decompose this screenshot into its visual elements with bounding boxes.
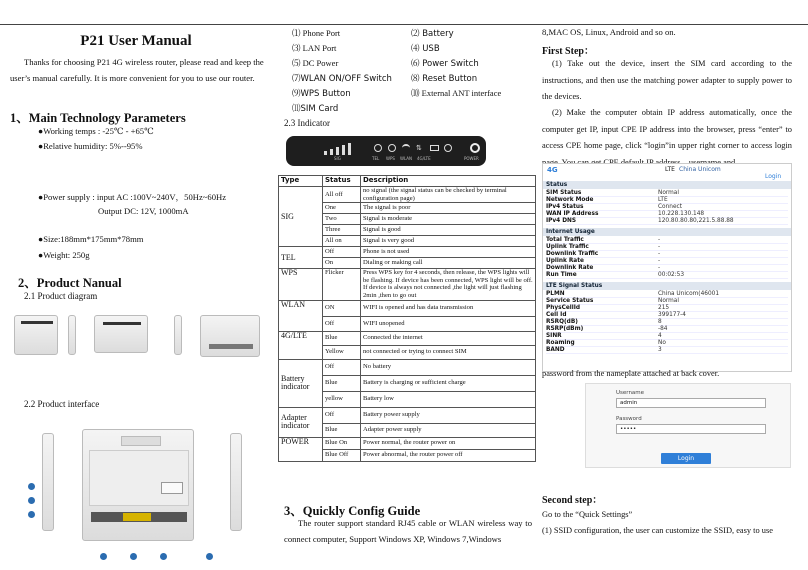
interface-row: ⑾SIM Card (292, 104, 339, 114)
interface-row: ⑼WPS Button ⑽ External ANT interface (292, 88, 502, 99)
password-input[interactable]: ••••• (616, 424, 766, 434)
usage-row: Total Traffic - (546, 237, 788, 244)
username-input[interactable]: admin (616, 398, 766, 408)
spec-power-ac: ●Power supply : input AC :100V~240V，50Hz~60Hz (38, 192, 227, 202)
table-cell-type: Battery indicator (279, 359, 323, 407)
status-row: SIM Status Normal (546, 190, 788, 197)
password-label: Password (616, 416, 642, 422)
webui-status-screenshot (542, 163, 792, 372)
table-cell-status: One (323, 203, 361, 214)
table-cell-desc: Adapter power supply (361, 423, 536, 437)
webui-lte: LTE (665, 166, 675, 173)
table-cell-status: ON (323, 300, 361, 316)
table-cell-status: Yellow (323, 345, 361, 359)
table-cell-status: Flicker (323, 269, 361, 300)
table-cell-status: Off (323, 316, 361, 331)
table-cell-desc: WIFI is opened and has data transmission (361, 300, 536, 316)
product-photo-side2 (174, 315, 182, 355)
indicator-label-sig: SIG (334, 156, 341, 161)
indicator-label-tel: TEL (372, 156, 380, 161)
table-cell-desc: Phone is not used (361, 247, 536, 258)
indicator-label-wlan: WLAN (400, 156, 413, 161)
side-view-right (230, 433, 242, 531)
usage-row: Uplink Rate - (546, 258, 788, 265)
indicator-heading: 2.3 Indicator (284, 118, 330, 128)
wifi-icon (402, 144, 410, 152)
table-cell-type: 4G/LTE (279, 331, 323, 359)
lte-icon: ⇅ (416, 144, 422, 152)
signal-row: Service Status Normal (546, 298, 788, 305)
usage-row: Run Time 00:02:53 (546, 272, 788, 279)
status-section-title: Status (543, 181, 791, 189)
column-right (540, 25, 808, 570)
login-button[interactable]: Login (661, 453, 711, 464)
signal-row: PhysCellId 215 (546, 305, 788, 312)
table-cell-desc: No battery (361, 359, 536, 375)
product-photo-back (200, 315, 260, 357)
status-row: WAN IP Address 10.228.130.148 (546, 211, 788, 218)
status-row: IPv4 DNS 120.80.80.80,221.5.88.88 (546, 218, 788, 225)
table-cell-status: Blue (323, 375, 361, 391)
table-row (279, 331, 536, 345)
signal-section-title: LTE Signal Status (543, 282, 791, 290)
interface-label: 2.2 Product interface (24, 399, 100, 409)
signal-row: PLMN China Unicom(46001 (546, 291, 788, 298)
step1-text: (1) Take out the device, insert the SIM card according to the instructions, and then use the matching power adapter to supply power to the devices. (542, 59, 792, 102)
table-header: Type (279, 176, 323, 187)
spec-working-temps: ●Working temps : -25℃ - +65℃ (38, 126, 154, 136)
product-photo-front (14, 315, 58, 355)
column-middle (278, 25, 536, 570)
table-cell-desc: Connected the internet (361, 331, 536, 345)
table-row (279, 437, 536, 449)
back-view (82, 429, 194, 541)
spec-humidity: ●Relative humidity: 5%--95% (38, 141, 143, 151)
table-row (279, 187, 536, 203)
table-cell-type: TEL (279, 247, 323, 269)
product-photo-front2 (94, 315, 148, 353)
table-cell-desc: Power abnormal, the router power off (361, 449, 536, 461)
table-row (279, 407, 536, 423)
table-cell-desc: Dialing or making call (361, 258, 536, 269)
quick-config-text: The router support standard RJ45 cable or WLAN wireless way to connect computer, Support Windows XP, Windows 7,Windows (284, 518, 532, 544)
spec-size: ●Size:188mm*175mm*78mm (38, 234, 144, 244)
password-line: password from the nameplate attached at back cover. (542, 369, 720, 378)
interface-row: ⑴ Phone Port ⑵ Battery (292, 28, 454, 39)
table-cell-status: All off (323, 187, 361, 203)
usage-section-title: Internet Usage (543, 228, 791, 236)
table-cell-status: Blue (323, 423, 361, 437)
table-cell-type: POWER (279, 437, 323, 461)
webui-login-link[interactable]: Login (765, 173, 782, 180)
spec-weight: ●Weight: 250g (38, 250, 90, 260)
table-cell-desc: Signal is good (361, 225, 536, 236)
second-step-heading: Second step： (542, 495, 603, 506)
table-cell-type: WPS (279, 269, 323, 300)
spec-power-dc: Output DC: 12V, 1000mA (98, 206, 189, 216)
power-icon (470, 143, 480, 153)
adapter-icon (444, 144, 452, 152)
table-cell-status: Off (323, 407, 361, 423)
quick-config-heading: 3、Quickly Config Guide (284, 504, 421, 518)
table-cell-status: On (323, 258, 361, 269)
table-cell-status: Blue (323, 331, 361, 345)
goto-quick-settings: Go to the “Quick Settings” (542, 510, 633, 519)
ssid-config-text: (1) SSID configuration, the user can customize the SSID, easy to use (542, 526, 773, 535)
status-row: Network Mode LTE (546, 197, 788, 204)
battery-icon (430, 145, 439, 151)
table-cell-status: Off (323, 359, 361, 375)
table-cell-desc: Battery low (361, 391, 536, 407)
indicator-table (278, 175, 536, 462)
table-cell-desc: The signal is poor (361, 203, 536, 214)
product-heading: 2、Product Nanual (18, 276, 122, 290)
table-row (279, 269, 536, 300)
table-cell-desc: not connected or trying to connect SIM (361, 345, 536, 359)
diagram-label: 2.1 Product diagram (24, 291, 98, 301)
table-header: Status (323, 176, 361, 187)
table-cell-type: SIG (279, 187, 323, 247)
side-view-left (42, 433, 54, 531)
table-cell-desc: Signal is very good (361, 236, 536, 247)
table-cell-desc: Battery power supply (361, 407, 536, 423)
table-cell-type: Adapter indicator (279, 407, 323, 437)
signal-bars-icon (324, 143, 360, 155)
table-cell-status: Blue Off (323, 449, 361, 461)
signal-row: RSRP(dBm) -84 (546, 326, 788, 333)
webui-carrier: China Unicom (679, 166, 721, 173)
table-row (279, 247, 536, 258)
interface-row: ⑶ LAN Port ⑷ USB (292, 43, 440, 54)
table-header: Description (361, 176, 536, 187)
usage-row: Uplink Traffic - (546, 244, 788, 251)
table-cell-desc: WIFI unopened (361, 316, 536, 331)
interface-row: ⑺WLAN ON/OFF Switch ⑻ Reset Button (292, 74, 478, 84)
indicator-panel (286, 136, 486, 166)
table-cell-desc: Battery is charging or sufficient charge (361, 375, 536, 391)
intro-text: Thanks for choosing P21 4G wireless router, please read and keep the user’s manual carefully. It is more convenient for you to use our router. (10, 57, 264, 83)
usage-row: Downlink Traffic - (546, 251, 788, 258)
os-line: 8,MAC OS, Linux, Android and so on. (542, 27, 676, 37)
table-cell-desc: no signal (the signal status can be checked by terminal configuration page) (361, 187, 536, 203)
table-cell-status: Off (323, 247, 361, 258)
status-row: IPv4 Status Connect (546, 204, 788, 211)
table-cell-desc: Signal is moderate (361, 214, 536, 225)
table-cell-desc: Power normal, the router power on (361, 437, 536, 449)
signal-row: RSRQ(dB) 8 (546, 319, 788, 326)
table-row (279, 300, 536, 316)
step2-text: (2) Make the computer obtain IP address automatically, once the computer get IP, input CPE IP address into the browser, press “enter” to access CPE home page, click “login”in upper right corner to access login (542, 108, 792, 151)
signal-row: Cell Id 399177-4 (546, 312, 788, 319)
column-left (0, 25, 272, 570)
table-cell-status: Blue On (323, 437, 361, 449)
webui-login-screenshot (585, 383, 791, 468)
username-label: Username (616, 390, 645, 396)
phone-icon (374, 144, 382, 152)
table-cell-desc: Press WPS key for 4 seconds, then release, the WPS lights will be flashing. If device has been connected, WPS light will be off. If device is always not connected ,the light will just flashing 2min ,then to go out (361, 269, 536, 300)
table-cell-status: All on (323, 236, 361, 247)
indicator-label-lte: 4G/LTE (417, 156, 431, 161)
first-step-heading: First Step： (542, 46, 594, 57)
specs-heading: 1、Main Technology Parameters (10, 111, 186, 125)
interface-row: ⑸ DC Power ⑹ Power Switch (292, 58, 479, 69)
interface-diagram (20, 425, 260, 570)
table-header-row (279, 176, 536, 187)
signal-row: BAND 3 (546, 347, 788, 354)
indicator-label-wps: WPS (386, 156, 395, 161)
indicator-label-power: POWER (464, 156, 479, 161)
table-cell-status: Two (323, 214, 361, 225)
usage-row: Downlink Rate - (546, 265, 788, 272)
table-cell-status: yellow (323, 391, 361, 407)
page-title: P21 User Manual (80, 33, 192, 49)
signal-row: Roaming No (546, 340, 788, 347)
table-cell-type: WLAN (279, 300, 323, 331)
product-photo-side (68, 315, 76, 355)
table-row (279, 359, 536, 375)
signal-row: SINR 4 (546, 333, 788, 340)
wps-icon (388, 144, 396, 152)
interface-list (290, 27, 536, 117)
webui-logo: 4G (547, 166, 558, 174)
table-cell-status: Three (323, 225, 361, 236)
